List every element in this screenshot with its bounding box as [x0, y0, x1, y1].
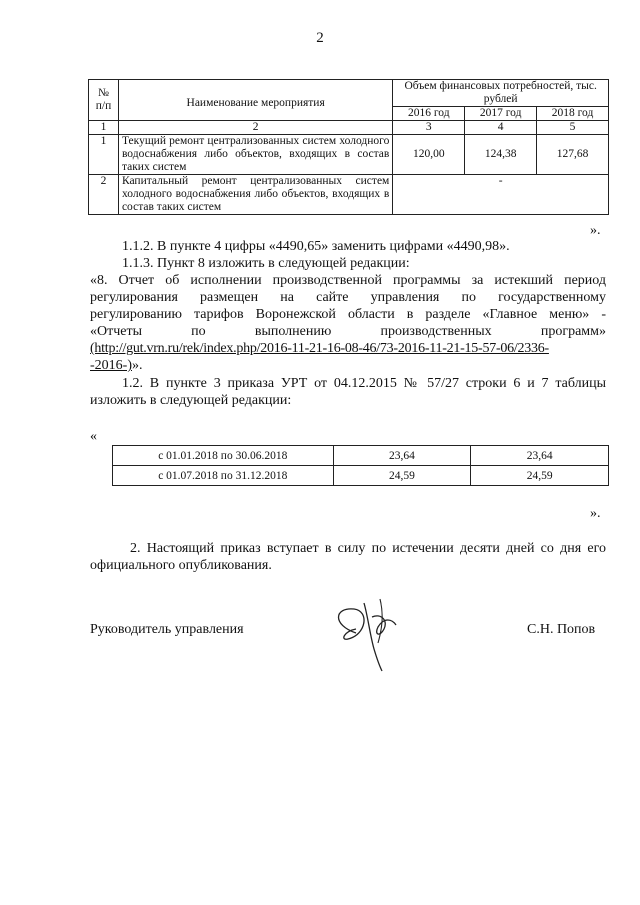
index-row — [89, 121, 609, 135]
final-clause-line: 2. Настоящий приказ вступает в силу по истечении десяти дней со дня его — [130, 541, 606, 556]
index-cell: 3 — [393, 121, 465, 135]
header-volume: Объем финансовых потребностей, тыс. рублей — [393, 80, 609, 107]
row-num: 2 — [89, 175, 119, 215]
point-8-line: «8. Отчет об исполнении производственной программы за истекший период — [90, 273, 606, 288]
header-year-2018: 2018 год — [537, 107, 609, 121]
index-cell: 1 — [89, 121, 119, 135]
table-row — [113, 466, 609, 486]
point-8-line: регулированию тарифов Воронежской области в разделе «Главное меню» - — [90, 307, 606, 322]
report-link[interactable]: (http://gut.vrn.ru/rek/index.php/2016-11-21-16-08-46/73-2016-11-21-15-57-06/2336- — [90, 341, 549, 356]
table-row — [89, 175, 609, 215]
point-8-close: ». — [132, 358, 143, 373]
header-name: Наименование мероприятия — [118, 80, 392, 121]
header-year-2016: 2016 год — [393, 107, 465, 121]
row-name: Текущий ремонт централизованных систем холодного водоснабжения либо объектов, входящих в состав таких систем — [118, 135, 392, 175]
tariff-cell: 23,64 — [333, 446, 471, 466]
point-8-line: регулирования размещен на сайте управления по государственному — [90, 290, 606, 305]
row-value-2016: 120,00 — [393, 135, 465, 175]
handwritten-signature — [326, 595, 418, 675]
tariff-periods-table — [112, 445, 609, 486]
period-cell: с 01.01.2018 по 30.06.2018 — [113, 446, 334, 466]
paragraph-1-1-3: 1.1.3. Пункт 8 изложить в следующей редакции: — [122, 256, 410, 271]
tariff-cell: 24,59 — [471, 466, 609, 486]
paragraph-1-2-line: 1.2. В пункте 3 приказа УРТ от 04.12.2015 № 57/27 строки 6 и 7 таблицы — [122, 376, 606, 391]
report-link-line — [90, 357, 143, 374]
final-clause-line: официального опубликования. — [90, 558, 272, 573]
header-num: № п/п — [89, 80, 119, 121]
point-8-line: «Отчеты по выполнению производственных программ» — [90, 324, 606, 339]
tariff-cell: 24,59 — [333, 466, 471, 486]
page-number: 2 — [316, 30, 324, 46]
table1-close-quote: ». — [590, 223, 601, 238]
row-value-2017: 124,38 — [465, 135, 537, 175]
financial-needs-table — [88, 79, 609, 215]
row-merged-value: - — [393, 175, 609, 215]
index-cell: 4 — [465, 121, 537, 135]
tariff-cell: 23,64 — [471, 446, 609, 466]
table2-close-quote: ». — [590, 506, 601, 521]
index-cell: 2 — [118, 121, 392, 135]
table2-open-quote: « — [90, 429, 97, 444]
report-link-line — [90, 340, 606, 357]
paragraph-1-1-2: 1.1.2. В пункте 4 цифры «4490,65» заменить цифрами «4490,98». — [122, 239, 510, 254]
report-link-continued[interactable]: -2016-) — [90, 358, 132, 373]
row-value-2018: 127,68 — [537, 135, 609, 175]
period-cell: с 01.07.2018 по 31.12.2018 — [113, 466, 334, 486]
row-name: Капитальный ремонт централизованных систем холодного водоснабжения либо объектов, входящих в состав таких систем — [118, 175, 392, 215]
table-row — [113, 446, 609, 466]
signatory-position: Руководитель управления — [90, 622, 244, 637]
row-num: 1 — [89, 135, 119, 175]
signatory-name: С.Н. Попов — [527, 622, 596, 637]
header-year-2017: 2017 год — [465, 107, 537, 121]
index-cell: 5 — [537, 121, 609, 135]
table-row — [89, 135, 609, 175]
paragraph-1-2-line: изложить в следующей редакции: — [90, 393, 292, 408]
